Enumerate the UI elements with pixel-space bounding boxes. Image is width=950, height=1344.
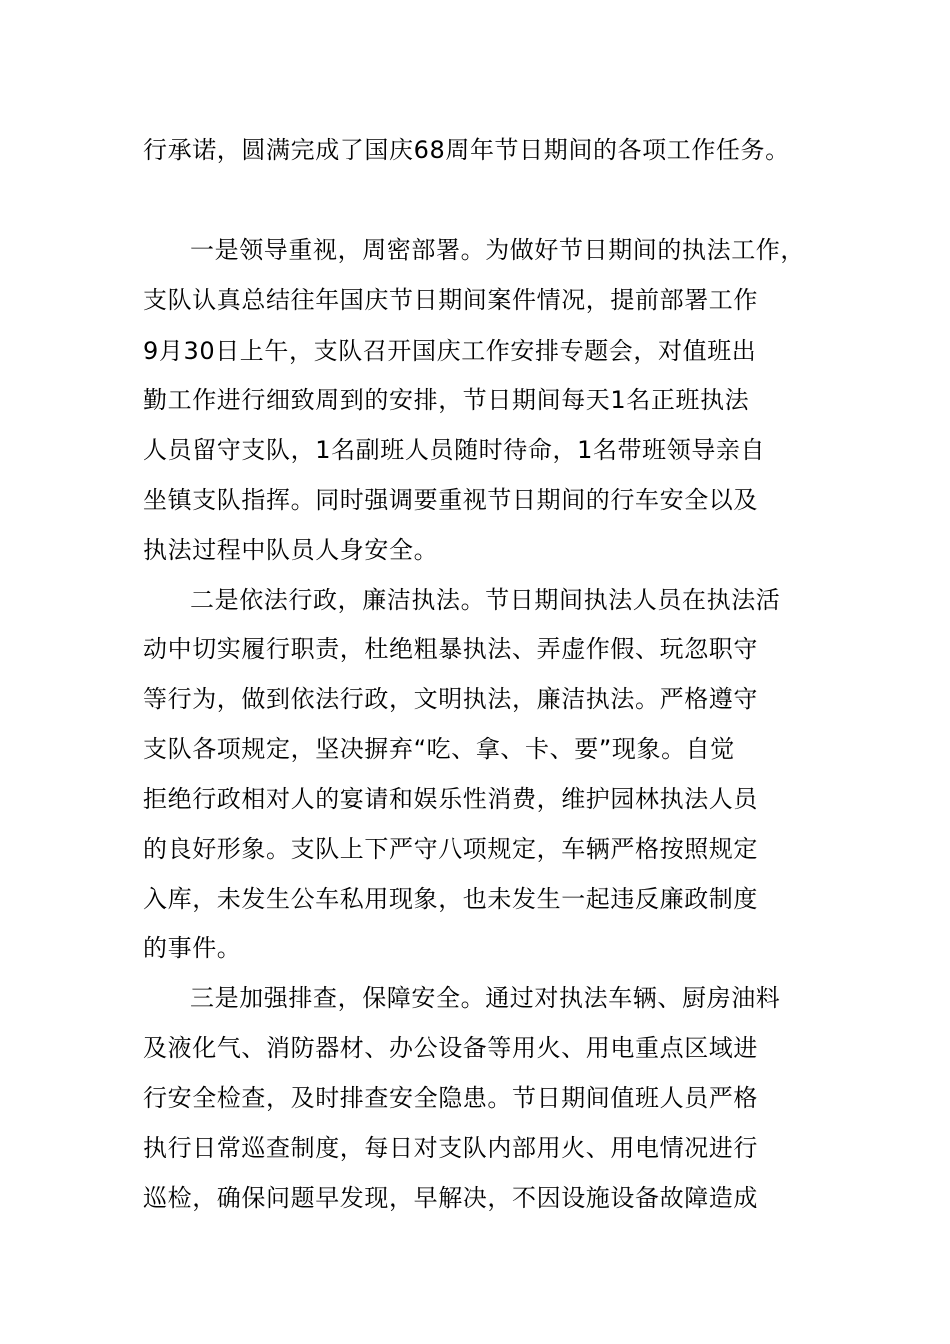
text-line: 巡检，确保问题早发现，早解决，不因设施设备故障造成 bbox=[143, 1184, 758, 1212]
text-line: 勤工作进行细致周到的安排，节日期间每天1名正班执法 bbox=[143, 386, 750, 414]
text-line: 行承诺，圆满完成了国庆68周年节日期间的各项工作任务。 bbox=[143, 136, 790, 164]
text-line: 支队认真总结往年国庆节日期间案件情况，提前部署工作 bbox=[143, 286, 758, 314]
text-line: 9月30日上午，支队召开国庆工作安排专题会，对值班出 bbox=[143, 337, 757, 365]
paragraph-3-first-line: 三是加强排查，保障安全。通过对执法车辆、厨房油料 bbox=[190, 984, 781, 1012]
text-line: 支队各项规定，坚决摒弃“吃、拿、卡、要”现象。自觉 bbox=[143, 735, 735, 763]
text-line: 的良好形象。支队上下严守八项规定，车辆严格按照规定 bbox=[143, 835, 758, 863]
text-line: 人员留守支队，1名副班人员随时待命，1名带班领导亲自 bbox=[143, 436, 766, 464]
text-line: 动中切实履行职责，杜绝粗暴执法、弄虚作假、玩忽职守 bbox=[143, 635, 758, 663]
text-line: 的事件。 bbox=[143, 934, 242, 962]
text-line: 执行日常巡查制度，每日对支队内部用火、用电情况进行 bbox=[143, 1134, 758, 1162]
text-line: 行安全检查，及时排查安全隐患。节日期间值班人员严格 bbox=[143, 1084, 758, 1112]
paragraph-1-first-line: 一是领导重视，周密部署。为做好节日期间的执法工作， bbox=[190, 236, 805, 264]
text-line: 及液化气、消防器材、办公设备等用火、用电重点区域进 bbox=[143, 1034, 758, 1062]
text-line: 执法过程中队员人身安全。 bbox=[143, 536, 439, 564]
text-line: 入库，未发生公车私用现象，也未发生一起违反廉政制度 bbox=[143, 885, 758, 913]
text-line: 坐镇支队指挥。同时强调要重视节日期间的行车安全以及 bbox=[143, 486, 758, 514]
paragraph-2-first-line: 二是依法行政，廉洁执法。节日期间执法人员在执法活 bbox=[190, 586, 781, 614]
text-line: 等行为，做到依法行政，文明执法，廉洁执法。严格遵守 bbox=[143, 685, 758, 713]
text-line: 拒绝行政相对人的宴请和娱乐性消费，维护园林执法人员 bbox=[143, 785, 758, 813]
